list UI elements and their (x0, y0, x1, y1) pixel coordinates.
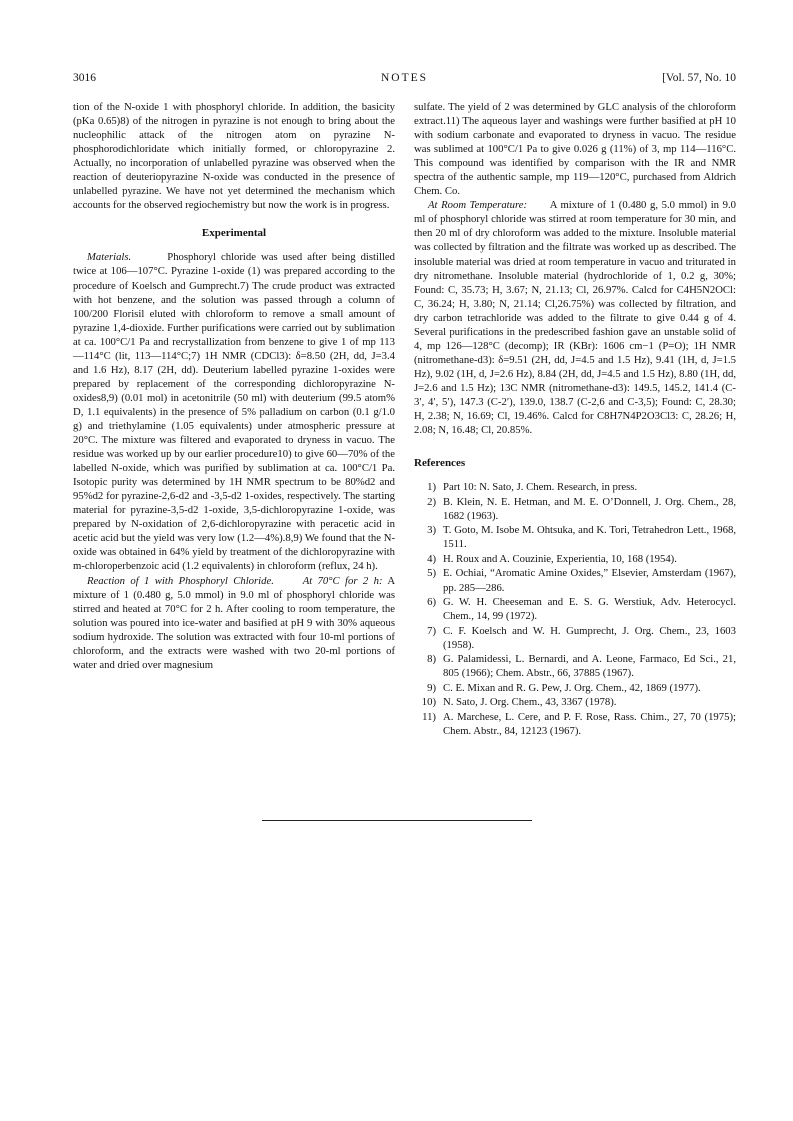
reference-item (414, 652, 736, 680)
volume-info: [Vol. 57, No. 10 (662, 72, 736, 84)
reference-item (414, 566, 736, 594)
running-head: NOTES (380, 72, 429, 84)
end-rule (262, 820, 532, 821)
reference-number: 1) (427, 481, 436, 494)
reference-number: 3) (427, 524, 436, 537)
reaction-text: A mixture of 1 (0.480 g, 5.0 mmol) in 9.0 ml of phosphoryl chloride was stirred and heated at 70°C for 2 h. After cooling to room temperature, the solution was poured into ice-water and basified at pH 9 with 30% aqueous sodium hydroxide. The solution was extracted with four 10-ml portions of chloroform, and the extracts were washed with two 20-ml portions of water and dried over magnesium (73, 574, 396, 671)
reference-text: Part 10: N. Sato, J. Chem. Research, in press. (443, 481, 638, 494)
room-temp-paragraph (414, 198, 736, 437)
reference-item (414, 552, 736, 566)
reference-text: E. Ochiai, “Aromatic Amine Oxides,” Elsevier, Amsterdam (1967), pp. 285—286. (443, 567, 736, 594)
reference-number: 2) (427, 495, 436, 508)
continuation-paragraph: sulfate. The yield of 2 was determined by GLC analysis of the chloroform extract.11) The aqueous layer and washings were further basified at pH 10 with sodium carbonate and evaporated to dryness in vacuo. The residue was sublimed at 100°C/1 Pa to give 0.026 g (11%) of 3, mp 114—116°C. This compound was identified by comparison with the IR and NMR spectra of the authentic sample, mp 119—120°C, purchased from Aldrich Chem. Co. (414, 101, 736, 198)
reference-text: A. Marchese, L. Cere, and P. F. Rose, Rass. Chim., 27, 70 (1975); Chem. Abstr., 84, 12123 (1967). (443, 710, 736, 737)
reference-item (414, 495, 736, 523)
reference-item (414, 523, 736, 551)
reaction-paragraph (73, 574, 395, 672)
reference-text: C. E. Mixan and R. G. Pew, J. Org. Chem., 42, 1869 (1977). (443, 681, 701, 694)
materials-label: Materials. (87, 251, 132, 264)
reference-text: G. Palamidessi, L. Bernardi, and A. Leone, Farmaco, Ed Sci., 21, 805 (1966); Chem. Abstr., 66, 37885 (1967). (443, 653, 736, 680)
reaction-sublabel: At 70°C for 2 h: (302, 574, 383, 587)
reference-list (414, 480, 736, 738)
reference-text: G. W. H. Cheeseman and E. S. G. Werstiuk, Adv. Heterocycl. Chem., 14, 99 (1972). (443, 596, 736, 623)
reference-number: 10) (421, 696, 436, 709)
reference-item (414, 480, 736, 494)
reference-number: 7) (427, 624, 436, 637)
reference-text: T. Goto, M. Isobe M. Ohtsuka, and K. Tori, Tetrahedron Lett., 1968, 1511. (443, 524, 736, 551)
experimental-heading: Experimental (201, 227, 267, 240)
reference-item (414, 695, 736, 709)
right-column (414, 100, 736, 739)
room-temp-label: At Room Temperature: (428, 199, 528, 212)
left-column (73, 100, 395, 672)
page-header (73, 72, 736, 88)
reference-item (414, 595, 736, 623)
reference-number: 11) (422, 710, 436, 723)
materials-text: Phosphoryl chloride was used after being distilled twice at 106—107°C. Pyrazine 1-oxide (1) was prepared according to the procedure of Koelsch and Gumprecht.7) The crude product was extracted with hot benzene, and the solution was passed through a column of 100/200 Florisil eluted with chloroform to remove a small amount of pyrazine 1,4-dioxide. Further purifications were carried out by sublimation at ca. 100°C/1 Pa and recrystallization from benzene to give 1 of mp 113—114°C (lit, 113—114°C;7) 1H NMR (CDCl3): δ=8.50 (2H, dd, J=3.4 and 1.6 Hz), 8.17 (2H, dd). Deuterium labelled pyrazine 1-oxides were prepared by replacement of the corresponding dichloropyrazine N-oxides8,9) (0.01 mol) in acetonitrile (50 ml) with deuterium (99.5 atom% D, 1.1 equivalents) in the presence of 5% palladium on carbon (0.1 g/1.0 g) and triethylamine (1.05 equivalents) under atmospheric pressure at 20°C. The mixture was filtered and evaporated to dryness in vacuo. The residue was worked up by our earlier procedure10) to give 60—70% of the labelled N-oxide, which was purified by sublimation at ca. 100°C/1 Pa. Isotopic purity was determined by 1H NMR spectrum to be 80%d2 and 95%d2 for pyrazine-2,6-d2 and -3,5-d2 1-oxides, respectively. The starting material for pyrazine-3,5-d2 1-oxide, 3,5-dichloropyrazine 1-oxide, was prepared by N-oxidation of 2,6-dichloropyrazine with peracetic acid in acetic acid but the yield was very low (1.2—4%).8,9) We found that the N-oxide was obtained in 64% yield by treatment of the dichloropyrazine with m-chloroperbenzoic acid (1.2 equivalents) in chloroform (reflux, 24 h). (73, 251, 396, 573)
intro-paragraph: tion of the N-oxide 1 with phosphoryl chloride. In addition, the basicity (pKa 0.65)8) of the nitrogen in pyrazine is not enough to bring about the nucleophilic attack of the nitrogen atom on pyrazine N-phosphorodichloridate which initially formed, or chloropyrazine 2. Actually, no incorporation of unlabelled pyrazine was observed when the reaction of deuteriopyrazine N-oxide was conducted in the presence of unlabelled pyrazine. We have not yet determined the mechanism which accounts for the observed regiochemistry but now the work is in progress. (73, 101, 395, 212)
reference-item (414, 710, 736, 738)
reference-number: 8) (427, 653, 436, 666)
reference-number: 6) (427, 596, 436, 609)
reference-number: 4) (427, 552, 436, 565)
references-heading: References (414, 457, 466, 470)
reference-text: H. Roux and A. Couzinie, Experientia, 10, 168 (1954). (443, 552, 677, 565)
reference-text: C. F. Koelsch and W. H. Gumprecht, J. Org. Chem., 23, 1603 (1958). (443, 624, 736, 651)
room-temp-text: A mixture of 1 (0.480 g, 5.0 mmol) in 9.0 ml of phosphoryl chloride was stirred at room temperature for 30 min, and then 20 ml of dry chloroform was added to the mixture. Insoluble material was collected by filtration and the filtrate was worked up as described. The insoluble material was dried at room temperature in vacuo and triturated in dry nitromethane. Insoluble material (hydrochloride of 1, 0.2 g, 30%; Found: C, 35.73; H, 3.67; N, 21.13; Cl, 26.97%. Calcd for C4H5N2OCl: C, 36.24; H, 3.80; N, 21.14; Cl,26.75%) was collected by filtration, and dry carbon tetrachloride was added to the filtrate to give 0.44 g of 4. Several purifications in the predescribed fashion gave an unstable solid of 4, mp 126—128°C (decomp); IR (KBr): 1606 cm−1 (P=O); 1H NMR (nitromethane-d3): δ=9.51 (2H, dd, J=4.5 and 1.5 Hz), 9.41 (1H, d, J=1.5 Hz), 9.02 (1H, d, J=2.6 Hz), 8.84 (2H, dd, J=4.5 and 1.5 Hz), 8.80 (1H, dd, J=2.6 and 1.5 Hz); 13C NMR (nitromethane-d3): 149.5, 145.2, 141.4 (C-3′, 4′, 5′), 147.3 (C-2′), 139.0, 138.7 (C-2,6 and C-3,5); Found: C, 28.30; H, 2.38; N, 16.69; Cl, 19.46%. Calcd for C8H7N4P2O3Cl3: C, 28.26; H, 2.08; N, 16.48; Cl, 20.85%. (414, 199, 737, 437)
reference-item (414, 681, 736, 695)
reference-item (414, 624, 736, 652)
materials-paragraph (73, 250, 395, 573)
reference-text: B. Klein, N. E. Hetman, and M. E. O’Donnell, J. Org. Chem., 28, 1682 (1963). (443, 495, 736, 522)
page-number: 3016 (73, 72, 96, 84)
reference-text: N. Sato, J. Org. Chem., 43, 3367 (1978). (443, 696, 617, 709)
reaction-label: Reaction of 1 with Phosphoryl Chloride. (87, 574, 274, 587)
reference-number: 5) (427, 567, 436, 580)
reference-number: 9) (427, 681, 436, 694)
